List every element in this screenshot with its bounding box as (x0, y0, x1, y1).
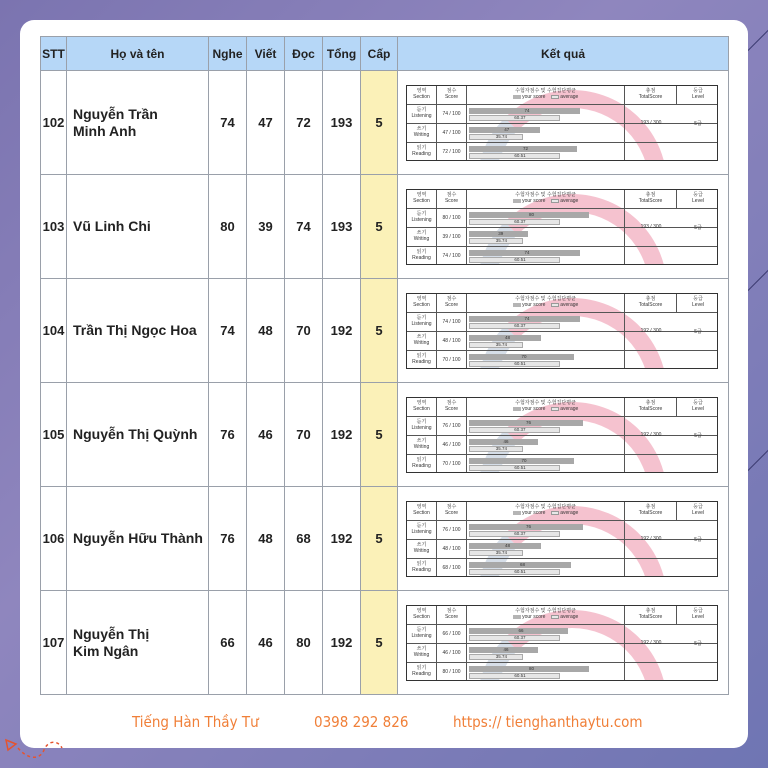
report-score-reading: 72 / 100 (437, 143, 467, 161)
footer-url[interactable]: https:// tienghanthaytu.com (453, 713, 643, 731)
report-section-reading: 읽기 Reading (407, 247, 437, 265)
listening-score: 76 (209, 487, 247, 591)
writing-score: 46 (247, 591, 285, 695)
row-number: 104 (41, 279, 67, 383)
writing-score: 46 (247, 383, 285, 487)
student-name-line1: Nguyễn Trần (73, 105, 158, 122)
report-header-row (407, 190, 718, 209)
report-score-header: 점수 Score (437, 294, 467, 312)
report-level: 5급 (694, 329, 702, 335)
report-total-score: 192 / 300 (640, 432, 662, 438)
student-name: Nguyễn Thị Quỳnh (73, 426, 198, 442)
student-name: Vũ Linh Chi (73, 218, 151, 234)
average-label: 60.37 (514, 219, 526, 224)
report-section-listening: 듣기 Listening (407, 521, 437, 539)
report-level-header: 등급 Level (692, 504, 704, 516)
result-cell (398, 487, 729, 591)
total-score: 192 (323, 487, 361, 591)
your-score-label: 47 (504, 127, 510, 132)
listening-score: 74 (209, 71, 247, 175)
student-name: Nguyễn Hữu Thành (73, 530, 203, 546)
report-score-reading: 70 / 100 (437, 351, 467, 369)
average-label: 35.74 (495, 342, 508, 347)
report-score-header: 점수 Score (437, 190, 467, 208)
report-row-writing (407, 436, 718, 455)
report-level-header: 등급 Level (692, 400, 704, 412)
score-report (406, 189, 718, 265)
student-name-line2: Minh Anh (73, 122, 137, 139)
report-section-reading: 읽기 Reading (407, 351, 437, 369)
writing-score: 39 (247, 175, 285, 279)
average-label: 35.74 (495, 238, 508, 243)
total-score: 192 (323, 383, 361, 487)
report-level: 5급 (694, 225, 702, 231)
student-name-cell (67, 71, 209, 175)
student-name-cell (67, 175, 209, 279)
report-level-header: 등급 Level (692, 192, 704, 204)
average-label: 60.51 (514, 569, 526, 574)
report-section-header: 영역 Section (407, 190, 437, 208)
student-name: Trần Thị Ngọc Hoa (73, 322, 197, 338)
your-score-label: 39 (498, 231, 504, 236)
level-value: 5 (361, 71, 398, 175)
paper-plane-icon (4, 730, 64, 760)
report-score-writing: 47 / 100 (437, 124, 467, 142)
row-number: 103 (41, 175, 67, 279)
report-total-score: 193 / 300 (640, 120, 662, 126)
your-score-label: 46 (503, 647, 509, 652)
your-score-label: 74 (524, 108, 530, 113)
level-value: 5 (361, 175, 398, 279)
report-score-writing: 39 / 100 (437, 228, 467, 246)
report-total-header: 총점 TotalScore (625, 294, 677, 312)
header-writing: Viết (247, 37, 285, 71)
report-score-header: 점수 Score (437, 606, 467, 624)
table-row (41, 71, 729, 175)
report-section-header: 영역 Section (407, 86, 437, 104)
report-total-score: 192 / 300 (640, 640, 662, 646)
report-score-reading: 74 / 100 (437, 247, 467, 265)
student-name-cell (67, 279, 209, 383)
level-value: 5 (361, 591, 398, 695)
report-chart-header: 수험자점수 및 수험집단평균 your score average (467, 86, 625, 104)
listening-score: 80 (209, 175, 247, 279)
average-label: 60.51 (514, 153, 526, 158)
level-value: 5 (361, 383, 398, 487)
report-level: 5급 (694, 641, 702, 647)
row-number: 102 (41, 71, 67, 175)
header-reading: Đọc (285, 37, 323, 71)
report-level: 5급 (694, 121, 702, 127)
report-score-header: 점수 Score (437, 398, 467, 416)
report-total-score: 192 / 300 (640, 328, 662, 334)
report-section-writing: 쓰기 Writing (407, 124, 437, 142)
report-score-reading: 68 / 100 (437, 559, 467, 577)
report-section-header: 영역 Section (407, 294, 437, 312)
your-score-label: 74 (524, 250, 530, 255)
result-cell (398, 383, 729, 487)
average-label: 60.51 (514, 465, 526, 470)
report-total-header: 총점 TotalScore (625, 398, 677, 416)
total-score: 193 (323, 71, 361, 175)
report-section-listening: 듣기 Listening (407, 209, 437, 227)
reading-score: 72 (285, 71, 323, 175)
report-section-writing: 쓰기 Writing (407, 436, 437, 454)
your-score-label: 70 (521, 458, 527, 463)
result-cell (398, 175, 729, 279)
report-level: 5급 (694, 433, 702, 439)
table-row (41, 383, 729, 487)
result-cell (398, 279, 729, 383)
header-stt: STT (41, 37, 67, 71)
total-score: 192 (323, 279, 361, 383)
reading-score: 74 (285, 175, 323, 279)
report-section-header: 영역 Section (407, 398, 437, 416)
report-total-header: 총점 TotalScore (625, 86, 677, 104)
score-report (406, 397, 718, 473)
report-section-listening: 듣기 Listening (407, 105, 437, 123)
report-section-writing: 쓰기 Writing (407, 332, 437, 350)
level-value: 5 (361, 279, 398, 383)
report-section-listening: 듣기 Listening (407, 313, 437, 331)
report-section-header: 영역 Section (407, 502, 437, 520)
report-section-listening: 듣기 Listening (407, 625, 437, 643)
average-label: 60.51 (514, 673, 526, 678)
header-result: Kết quả (398, 37, 729, 71)
report-score-writing: 46 / 100 (437, 644, 467, 662)
student-name-cell (67, 591, 209, 695)
report-chart-header: 수험자점수 및 수험집단평균 your score average (467, 190, 625, 208)
student-name-line1: Nguyễn Thị (73, 625, 150, 642)
report-score-listening: 76 / 100 (437, 417, 467, 435)
student-name-cell (67, 487, 209, 591)
reading-score: 70 (285, 279, 323, 383)
table-row (41, 487, 729, 591)
report-section-reading: 읽기 Reading (407, 559, 437, 577)
report-score-header: 점수 Score (437, 502, 467, 520)
row-number: 107 (41, 591, 67, 695)
report-section-reading: 읽기 Reading (407, 663, 437, 681)
table-row (41, 175, 729, 279)
student-name-cell (67, 383, 209, 487)
your-score-label: 72 (523, 146, 529, 151)
row-number: 106 (41, 487, 67, 591)
average-label: 60.37 (514, 427, 526, 432)
report-row-writing (407, 540, 718, 559)
table-row (41, 591, 729, 695)
report-score-writing: 48 / 100 (437, 540, 467, 558)
report-chart-header: 수험자점수 및 수험집단평균 your score average (467, 294, 625, 312)
reading-score: 70 (285, 383, 323, 487)
result-cell (398, 591, 729, 695)
your-score-label: 76 (526, 420, 532, 425)
report-score-listening: 80 / 100 (437, 209, 467, 227)
score-report (406, 501, 718, 577)
header-level: Cấp (361, 37, 398, 71)
average-label: 60.37 (514, 531, 526, 536)
table-header-row (41, 37, 729, 71)
report-level-header: 등급 Level (692, 88, 704, 100)
your-score-label: 48 (505, 335, 511, 340)
footer (20, 710, 748, 740)
header-name: Họ và tên (67, 37, 209, 71)
average-label: 60.37 (514, 323, 526, 328)
report-section-header: 영역 Section (407, 606, 437, 624)
report-score-listening: 74 / 100 (437, 105, 467, 123)
report-score-reading: 80 / 100 (437, 663, 467, 681)
report-header-row (407, 294, 718, 313)
score-report (406, 605, 718, 681)
listening-score: 66 (209, 591, 247, 695)
report-header-row (407, 606, 718, 625)
report-row-writing (407, 228, 718, 247)
writing-score: 48 (247, 487, 285, 591)
average-label: 60.51 (514, 257, 526, 262)
average-label: 60.37 (514, 635, 526, 640)
report-section-reading: 읽기 Reading (407, 455, 437, 473)
report-section-writing: 쓰기 Writing (407, 228, 437, 246)
your-score-label: 70 (521, 354, 527, 359)
report-score-listening: 74 / 100 (437, 313, 467, 331)
report-row-reading (407, 247, 718, 265)
report-row-writing (407, 124, 718, 143)
your-score-label: 76 (526, 524, 532, 529)
report-total-header: 총점 TotalScore (625, 606, 677, 624)
footer-phone: 0398 292 826 (314, 713, 409, 731)
header-total: Tổng (323, 37, 361, 71)
header-listening: Nghe (209, 37, 247, 71)
report-section-listening: 듣기 Listening (407, 417, 437, 435)
report-header-row (407, 502, 718, 521)
table-row (41, 279, 729, 383)
average-label: 60.37 (514, 115, 526, 120)
average-label: 35.74 (495, 446, 508, 451)
average-label: 35.74 (495, 550, 508, 555)
report-total-score: 192 / 300 (640, 536, 662, 542)
report-section-reading: 읽기 Reading (407, 143, 437, 161)
report-total-header: 총점 TotalScore (625, 502, 677, 520)
your-score-label: 46 (503, 439, 509, 444)
footer-brand: Tiếng Hàn Thầy Tư (132, 713, 259, 731)
report-header-row (407, 86, 718, 105)
row-number: 105 (41, 383, 67, 487)
report-score-writing: 48 / 100 (437, 332, 467, 350)
average-label: 35.74 (495, 134, 508, 139)
results-card (20, 20, 748, 748)
report-chart-header: 수험자점수 및 수험집단평균 your score average (467, 606, 625, 624)
your-score-label: 68 (520, 562, 526, 567)
report-level: 5급 (694, 537, 702, 543)
writing-score: 47 (247, 71, 285, 175)
total-score: 192 (323, 591, 361, 695)
your-score-label: 48 (505, 543, 511, 548)
report-row-reading (407, 455, 718, 473)
level-value: 5 (361, 487, 398, 591)
total-score: 193 (323, 175, 361, 279)
score-report (406, 293, 718, 369)
report-section-writing: 쓰기 Writing (407, 644, 437, 662)
reading-score: 68 (285, 487, 323, 591)
your-score-label: 74 (524, 316, 530, 321)
report-level-header: 등급 Level (692, 296, 704, 308)
report-chart-header: 수험자점수 및 수험집단평균 your score average (467, 398, 625, 416)
score-report (406, 85, 718, 161)
report-row-writing (407, 644, 718, 663)
average-label: 35.74 (495, 654, 508, 659)
report-chart-header: 수험자점수 및 수험집단평균 your score average (467, 502, 625, 520)
report-score-listening: 76 / 100 (437, 521, 467, 539)
report-row-reading (407, 143, 718, 161)
report-total-score: 193 / 300 (640, 224, 662, 230)
your-score-label: 80 (529, 212, 535, 217)
your-score-label: 66 (518, 628, 524, 633)
report-score-listening: 66 / 100 (437, 625, 467, 643)
report-score-reading: 70 / 100 (437, 455, 467, 473)
reading-score: 80 (285, 591, 323, 695)
report-level-header: 등급 Level (692, 608, 704, 620)
report-row-reading (407, 663, 718, 681)
report-total-header: 총점 TotalScore (625, 190, 677, 208)
report-row-reading (407, 351, 718, 369)
report-score-writing: 46 / 100 (437, 436, 467, 454)
report-row-writing (407, 332, 718, 351)
report-score-header: 점수 Score (437, 86, 467, 104)
writing-score: 48 (247, 279, 285, 383)
report-section-writing: 쓰기 Writing (407, 540, 437, 558)
listening-score: 74 (209, 279, 247, 383)
average-label: 60.51 (514, 361, 526, 366)
report-row-reading (407, 559, 718, 577)
student-name-line2: Kim Ngân (73, 642, 139, 659)
result-cell (398, 71, 729, 175)
report-header-row (407, 398, 718, 417)
your-score-label: 80 (529, 666, 535, 671)
results-table (40, 36, 729, 695)
listening-score: 76 (209, 383, 247, 487)
